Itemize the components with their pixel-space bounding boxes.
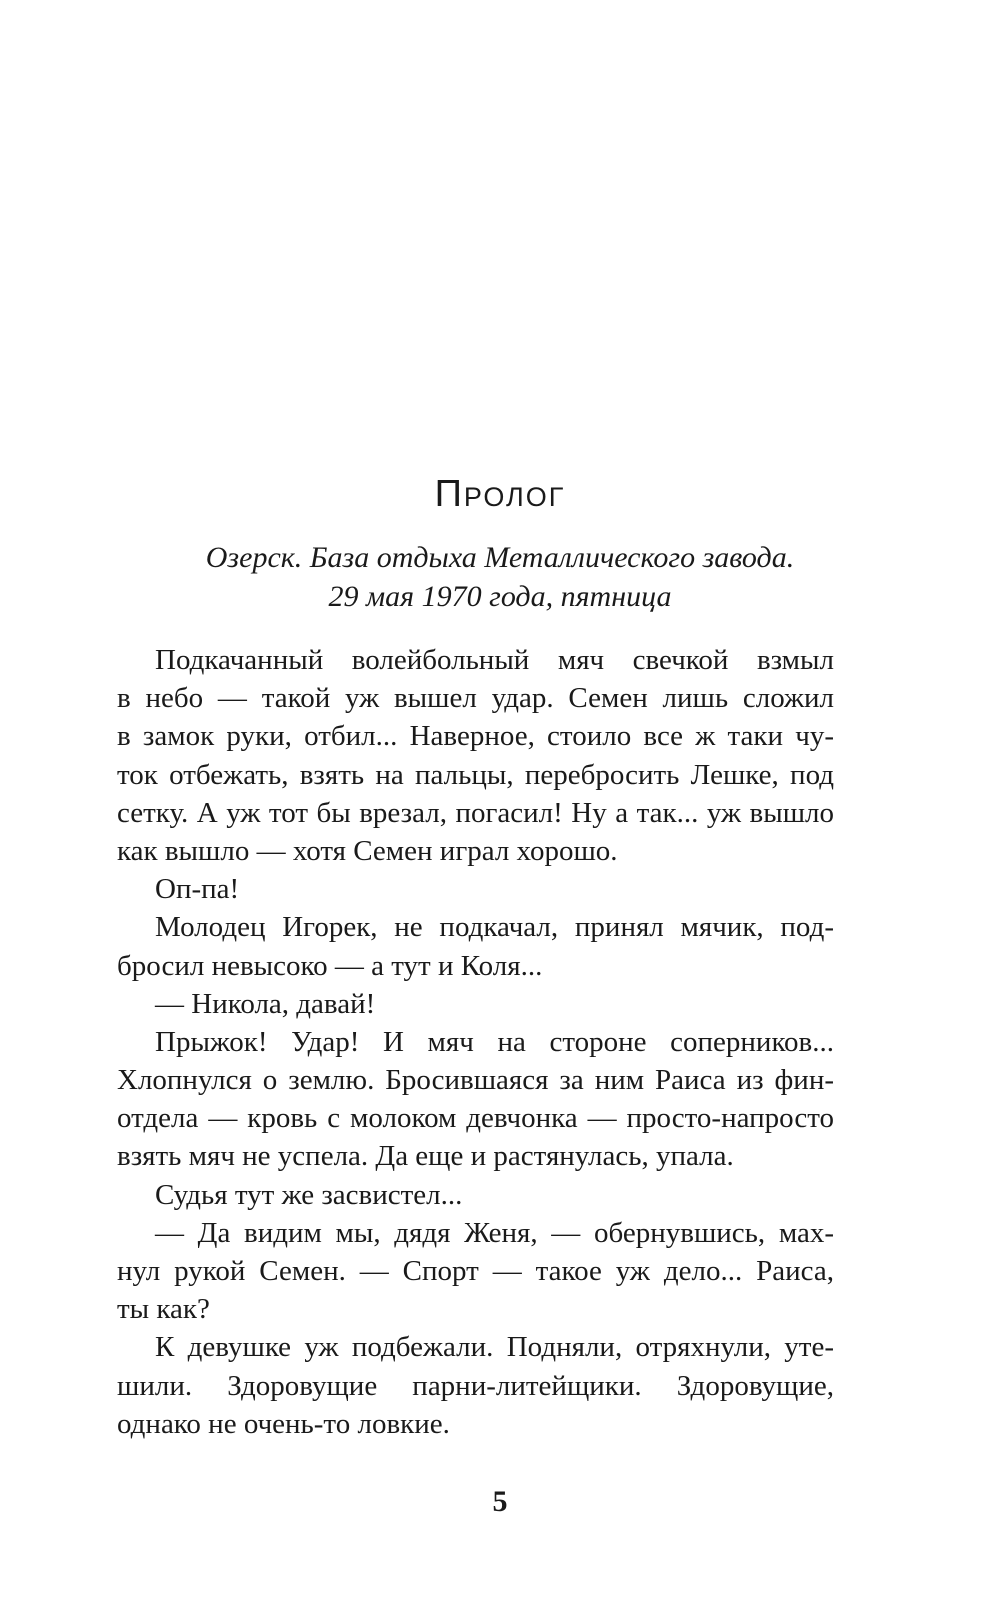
text-line: нул рукой Семен. — Спорт — такое уж дело... Раиса, (117, 1255, 834, 1287)
chapter-title: Пролог (434, 473, 566, 515)
text-line: Молодец Игорек, не подкачал, принял мячик, под- (155, 911, 834, 944)
text-line: взять мяч не успела. Да еще и растянулась, упала. (117, 1140, 734, 1173)
subtitle-line-place: Озерск. База отдыха Металлического завода. (205, 541, 795, 574)
text-line: Подкачанный волейбольный мяч свечкой взмыл (155, 644, 834, 676)
text-line: ты как? (117, 1293, 210, 1326)
text-line: К девушке уж подбежали. Подняли, отряхнули, уте- (155, 1331, 834, 1364)
text-line: Прыжок! Удар! И мяч на стороне соперников... (155, 1025, 834, 1058)
text-line: как вышло — хотя Семен играл хорошо. (117, 834, 618, 867)
body-text (117, 641, 834, 1443)
text-line: Оп-па! (155, 873, 240, 906)
text-line: однако не очень-то ловкие. (117, 1407, 450, 1440)
text-line: ток отбежать, взять на пальцы, перебросить Лешке, под (117, 758, 834, 791)
text-line: Хлопнулся о землю. Бросившаяся за ним Раиса из фин- (117, 1064, 834, 1097)
chapter-subtitle (0, 538, 1000, 616)
text-line: бросил невысоко — а тут и Коля... (117, 949, 543, 982)
subtitle-line-date: 29 мая 1970 года, пятница (328, 580, 672, 613)
text-line: Судья тут же засвистел... (155, 1178, 463, 1211)
text-line: сетку. А уж тот бы врезал, погасил! Ну а так... уж вышло (117, 796, 834, 829)
text-line: отдела — кровь с молоком девчонка — просто-напросто (117, 1102, 834, 1135)
text-line: — Никола, давай! (155, 987, 376, 1020)
text-line: — Да видим мы, дядя Женя, — обернувшись, мах- (155, 1216, 834, 1249)
text-line: шили. Здоровущие парни-литейщики. Здоровущие, (117, 1369, 834, 1402)
text-line: в небо — такой уж вышел удар. Семен лишь сложил (117, 682, 834, 715)
page-number: 5 (492, 1485, 508, 1518)
text-line: в замок руки, отбил... Наверное, стоило все ж таки чу- (117, 720, 834, 753)
